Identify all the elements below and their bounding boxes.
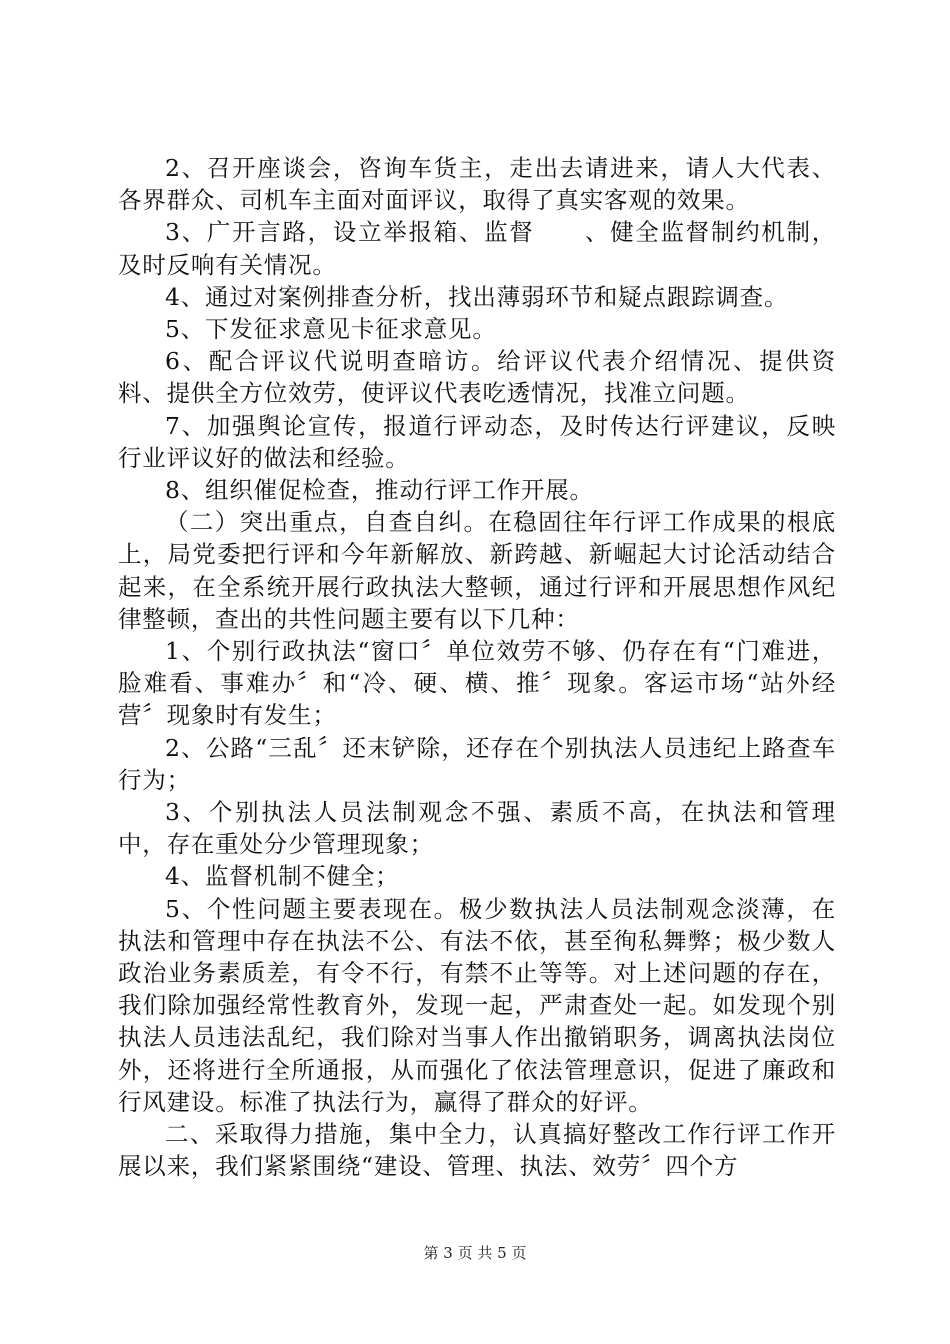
paragraph: （二）突出重点，自查自纠。在稳固往年行评工作成果的根底上，局党委把行评和今年新解放、新跨越、新崛起大讨论活动结合起来，在全系统开展行政执法大整顿，通过行评和开展思想作风纪律整顿，查出的共性问题主要有以下几种： <box>118 508 836 633</box>
paragraph: 5、个性问题主要表现在。极少数执法人员法制观念淡薄，在执法和管理中存在执法不公、有法不依，甚至徇私舞弊；极少数人政治业务素质差，有令不行，有禁不止等等。对上述问题的存在，我们除加强经常性教育外，发现一起，严肃查处一起。如发现个别执法人员违法乱纪，我们除对当事人作出撤销职务，调离执法岗位外，还将进行全所通报，从而强化了依法管理意识，促进了廉政和行风建设。标准了执法行为，赢得了群众的好评。 <box>118 894 836 1116</box>
page-footer <box>0 1243 950 1263</box>
page-number-label: 第 3 页 共 5 页 <box>423 1244 527 1262</box>
body-text <box>118 152 836 1183</box>
paragraph: 3、广开言路，设立举报箱、监督 、健全监督制约机制，及时反响有关情况。 <box>118 218 836 279</box>
paragraph: 8、组织催促检查，推动行评工作开展。 <box>165 476 594 505</box>
paragraph: 3、个别执法人员法制观念不强、素质不高，在执法和管理中，存在重处分少管理现象； <box>118 798 836 859</box>
paragraph: 4、监督机制不健全； <box>165 862 400 891</box>
paragraph: 1、个别行政执法“窗口〞单位效劳不够、仍存在有“门难进，脸难看、事难办〞和“冷、硬、横、推〞现象。客运市场“站外经营〞现象时有发生； <box>118 637 836 730</box>
paragraph: 2、召开座谈会，咨询车货主，走出去请进来，请人大代表、各界群众、司机车主面对面评议，取得了真实客观的效果。 <box>118 154 836 215</box>
paragraph: 2、公路“三乱〞还末铲除，还存在个别执法人员违纪上路查车行为； <box>118 733 836 794</box>
paragraph: 6、配合评议代说明查暗访。给评议代表介绍情况、提供资料、提供全方位效劳，使评议代表吃透情况，找准立问题。 <box>118 347 836 408</box>
paragraph: 4、通过对案例排查分析，找出薄弱环节和疑点跟踪调查。 <box>165 282 789 311</box>
paragraph: 二、采取得力措施，集中全力，认真搞好整改工作行评工作开展以来，我们紧紧围绕“建设、管理、执法、效劳〞四个方 <box>118 1120 836 1181</box>
paragraph: 5、下发征求意见卡征求意见。 <box>165 315 497 344</box>
paragraph: 7、加强舆论宣传，报道行评动态，及时传达行评建议，反映行业评议好的做法和经验。 <box>118 411 836 472</box>
